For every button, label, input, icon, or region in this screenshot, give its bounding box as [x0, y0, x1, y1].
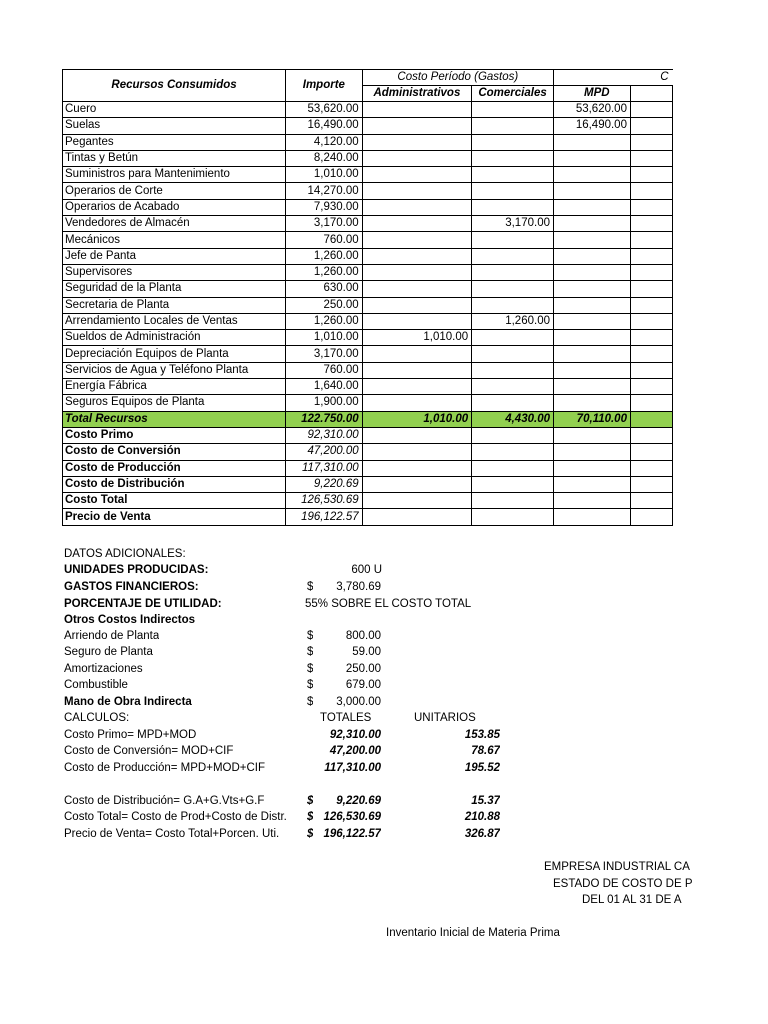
table-row: [63, 248, 673, 264]
row-importe: 4,120.00: [286, 134, 363, 150]
summary-blank: [553, 476, 630, 492]
summary-label: Costo de Producción: [63, 460, 286, 476]
row-administrativos: [362, 118, 471, 134]
header-mpd: MPD: [553, 86, 630, 102]
row-blank: [630, 297, 672, 313]
row-blank: [630, 395, 672, 411]
row-mpd: [553, 167, 630, 183]
header-comerciales: Comerciales: [472, 86, 554, 102]
summary-blank: [553, 444, 630, 460]
row-blank: [630, 150, 672, 166]
row-administrativos: [362, 395, 471, 411]
calculo-total: 9,220.69: [336, 795, 381, 807]
summary-blank: [362, 427, 471, 443]
calculo-unitario: 195.52: [464, 761, 500, 774]
table-row: [63, 118, 673, 134]
calculo-unitario: 153.85: [464, 729, 500, 741]
summary-blank: [362, 476, 471, 492]
summary-blank: [553, 427, 630, 443]
row-blank: [630, 199, 672, 215]
header-blank: [630, 86, 672, 102]
row-importe: 760.00: [286, 232, 363, 248]
row-comerciales: [472, 118, 554, 134]
summary-blank: [553, 493, 630, 509]
header-next-group: C: [553, 70, 672, 86]
row-administrativos: [362, 167, 471, 183]
row-comerciales: [472, 297, 554, 313]
row-mpd: [553, 313, 630, 329]
row-label: Arrendamiento Locales de Ventas: [63, 313, 286, 329]
summary-blank: [630, 476, 672, 492]
calculo-label: Costo Primo= MPD+MOD: [64, 729, 197, 741]
summary-value: 196,122.57: [286, 509, 363, 525]
summary-blank: [472, 493, 554, 509]
totales-header: TOTALES: [320, 712, 372, 724]
calculo-currency: $: [307, 811, 314, 824]
gastos-currency: $: [307, 581, 314, 593]
row-blank: [630, 248, 672, 264]
row-blank: [630, 134, 672, 150]
row-administrativos: [362, 150, 471, 166]
table-row: [63, 281, 673, 297]
row-mpd: [553, 150, 630, 166]
otros-costo-label: Arriendo de Planta: [64, 630, 160, 642]
row-label: Vendedores de Almacén: [63, 216, 286, 232]
row-label: Sueldos de Administración: [63, 330, 286, 346]
header-costo-periodo: Costo Período (Gastos): [362, 70, 553, 86]
row-importe: 1,640.00: [286, 379, 363, 395]
row-blank: [630, 362, 672, 378]
otros-costo-label: Seguro de Planta: [64, 646, 153, 659]
header-administrativos: Administrativos: [362, 86, 471, 102]
row-importe: 8,240.00: [286, 150, 363, 166]
row-administrativos: [362, 281, 471, 297]
summary-blank: [472, 427, 554, 443]
header-importe: Importe: [286, 70, 363, 102]
row-label: Mecánicos: [63, 232, 286, 248]
calculo-total: 196,122.57: [323, 827, 381, 840]
row-blank: [630, 264, 672, 280]
table-row: [63, 313, 673, 329]
empresa-title: EMPRESA INDUSTRIAL CA: [544, 861, 690, 873]
otros-costo-label: Amortizaciones: [64, 662, 143, 675]
row-label: Seguridad de la Planta: [63, 281, 286, 297]
summary-label: Costo de Conversión: [63, 444, 286, 460]
summary-label: Costo Total: [63, 493, 286, 509]
row-label: Operarios de Acabado: [63, 199, 286, 215]
row-mpd: [553, 297, 630, 313]
otros-costo-currency: $: [307, 679, 314, 692]
calculo-currency: $: [307, 795, 314, 807]
row-blank: [630, 118, 672, 134]
summary-label: Precio de Venta: [63, 509, 286, 525]
row-comerciales: [472, 232, 554, 248]
row-administrativos: [362, 313, 471, 329]
total-administrativos: 1,010.00: [362, 411, 471, 427]
unidades-value: 600 U: [351, 564, 382, 576]
unidades-label: UNIDADES PRODUCIDAS:: [64, 564, 209, 576]
table-row: [63, 297, 673, 313]
row-administrativos: [362, 346, 471, 362]
row-blank: [630, 313, 672, 329]
row-comerciales: [472, 362, 554, 378]
summary-blank: [630, 427, 672, 443]
row-comerciales: [472, 281, 554, 297]
calculo-unitario: 326.87: [464, 827, 500, 840]
table-row: [63, 395, 673, 411]
table-row: [63, 199, 673, 215]
table-row: [63, 362, 673, 378]
row-administrativos: 1,010.00: [362, 330, 471, 346]
calculos-title: CALCULOS:: [64, 712, 130, 724]
row-administrativos: [362, 264, 471, 280]
row-importe: 16,490.00: [286, 118, 363, 134]
summary-value: 92,310.00: [286, 427, 363, 443]
summary-blank: [630, 460, 672, 476]
row-importe: 3,170.00: [286, 216, 363, 232]
row-importe: 1,260.00: [286, 248, 363, 264]
estado-title: ESTADO DE COSTO DE P: [553, 878, 693, 890]
otros-costo-value: 59.00: [352, 646, 381, 659]
table-row: [63, 167, 673, 183]
table-row: [63, 264, 673, 280]
row-comerciales: [472, 183, 554, 199]
row-administrativos: [362, 362, 471, 378]
gastos-financieros-label: GASTOS FINANCIEROS:: [64, 581, 199, 593]
row-label: Suelas: [63, 118, 286, 134]
otros-costo-value: 250.00: [345, 662, 381, 675]
summary-blank: [553, 509, 630, 525]
row-administrativos: [362, 199, 471, 215]
calculo-label: Precio de Venta= Costo Total+Porcen. Uti.: [64, 827, 280, 840]
total-comerciales: 4,430.00: [472, 411, 554, 427]
table-row: [63, 216, 673, 232]
table-header-row-1: [63, 70, 673, 86]
row-importe: 53,620.00: [286, 102, 363, 118]
row-label: Seguros Equipos de Planta: [63, 395, 286, 411]
summary-row: [63, 509, 673, 525]
row-administrativos: [362, 297, 471, 313]
row-importe: 1,900.00: [286, 395, 363, 411]
calculo-label: Costo de Distribución= G.A+G.Vts+G.F: [64, 795, 265, 807]
summary-row: [63, 444, 673, 460]
row-comerciales: 1,260.00: [472, 313, 554, 329]
row-blank: [630, 102, 672, 118]
row-importe: 250.00: [286, 297, 363, 313]
row-label: Pegantes: [63, 134, 286, 150]
row-blank: [630, 232, 672, 248]
header-recursos: Recursos Consumidos: [63, 70, 286, 102]
calculo-unitario: 78.67: [471, 745, 500, 758]
summary-value: 9,220.69: [286, 476, 363, 492]
cost-table: [62, 69, 673, 526]
datos-title: DATOS ADICIONALES:: [64, 548, 186, 560]
row-blank: [630, 330, 672, 346]
row-comerciales: [472, 346, 554, 362]
otros-costo-currency: $: [307, 662, 314, 675]
row-importe: 1,260.00: [286, 313, 363, 329]
row-administrativos: [362, 102, 471, 118]
mano-obra-label: Mano de Obra Indirecta: [64, 696, 192, 708]
otros-costo-value: 679.00: [345, 679, 381, 692]
utilidad-label: PORCENTAJE DE UTILIDAD:: [64, 598, 222, 610]
summary-row: [63, 493, 673, 509]
summary-row: [63, 460, 673, 476]
row-administrativos: [362, 134, 471, 150]
row-comerciales: [472, 199, 554, 215]
summary-blank: [472, 476, 554, 492]
row-mpd: [553, 346, 630, 362]
row-administrativos: [362, 248, 471, 264]
row-mpd: [553, 379, 630, 395]
summary-value: 117,310.00: [286, 460, 363, 476]
row-label: Depreciación Equipos de Planta: [63, 346, 286, 362]
row-importe: 3,170.00: [286, 346, 363, 362]
row-mpd: [553, 232, 630, 248]
calculo-total: 117,310.00: [324, 761, 381, 774]
row-blank: [630, 379, 672, 395]
row-administrativos: [362, 216, 471, 232]
unitarios-header: UNITARIOS: [414, 712, 476, 724]
mano-obra-currency: $: [307, 696, 314, 708]
calculo-label: Costo de Conversión= MOD+CIF: [64, 745, 234, 758]
cost-table-viewport: [0, 0, 673, 540]
row-mpd: [553, 216, 630, 232]
row-comerciales: [472, 134, 554, 150]
row-comerciales: [472, 167, 554, 183]
summary-blank: [553, 460, 630, 476]
calculo-unitario: 15.37: [471, 795, 500, 807]
mano-obra-value: 3,000.00: [336, 696, 381, 708]
row-mpd: 53,620.00: [553, 102, 630, 118]
summary-label: Costo Primo: [63, 427, 286, 443]
row-importe: 1,010.00: [286, 167, 363, 183]
otros-costo-value: 800.00: [345, 630, 381, 642]
calculo-unitario: 210.88: [464, 811, 500, 824]
row-blank: [630, 183, 672, 199]
table-row: [63, 379, 673, 395]
row-importe: 1,010.00: [286, 330, 363, 346]
row-blank: [630, 216, 672, 232]
row-label: Suministros para Mantenimiento: [63, 167, 286, 183]
summary-blank: [472, 460, 554, 476]
row-comerciales: 3,170.00: [472, 216, 554, 232]
summary-blank: [630, 444, 672, 460]
table-row: [63, 346, 673, 362]
summary-blank: [472, 444, 554, 460]
row-label: Jefe de Panta: [63, 248, 286, 264]
row-mpd: [553, 362, 630, 378]
row-administrativos: [362, 379, 471, 395]
row-blank: [630, 167, 672, 183]
row-importe: 14,270.00: [286, 183, 363, 199]
otros-costos-label: Otros Costos Indirectos: [64, 614, 195, 626]
summary-row: [63, 476, 673, 492]
row-blank: [630, 346, 672, 362]
table-row: [63, 134, 673, 150]
row-mpd: [553, 281, 630, 297]
total-blank: [630, 411, 672, 427]
row-comerciales: [472, 102, 554, 118]
calculo-label: Costo de Producción= MPD+MOD+CIF: [64, 761, 266, 774]
row-label: Cuero: [63, 102, 286, 118]
row-importe: 7,930.00: [286, 199, 363, 215]
row-mpd: [553, 264, 630, 280]
row-comerciales: [472, 379, 554, 395]
summary-blank: [630, 509, 672, 525]
row-mpd: [553, 248, 630, 264]
calculo-total: 126,530.69: [323, 811, 381, 824]
table-row: [63, 102, 673, 118]
row-administrativos: [362, 232, 471, 248]
calculo-label: Costo Total= Costo de Prod+Costo de Distr.: [64, 811, 287, 824]
row-comerciales: [472, 264, 554, 280]
summary-blank: [362, 460, 471, 476]
summary-blank: [362, 493, 471, 509]
row-importe: 1,260.00: [286, 264, 363, 280]
table-row: [63, 183, 673, 199]
row-administrativos: [362, 183, 471, 199]
table-row: [63, 232, 673, 248]
summary-value: 47,200.00: [286, 444, 363, 460]
row-mpd: [553, 330, 630, 346]
row-label: Operarios de Corte: [63, 183, 286, 199]
row-comerciales: [472, 248, 554, 264]
total-label: Total Recursos: [63, 411, 286, 427]
total-row: [63, 411, 673, 427]
summary-blank: [472, 509, 554, 525]
row-mpd: [553, 199, 630, 215]
total-mpd: 70,110.00: [553, 411, 630, 427]
row-comerciales: [472, 330, 554, 346]
row-label: Secretaria de Planta: [63, 297, 286, 313]
summary-label: Costo de Distribución: [63, 476, 286, 492]
periodo-title: DEL 01 AL 31 DE A: [582, 894, 682, 906]
row-importe: 760.00: [286, 362, 363, 378]
row-label: Energía Fábrica: [63, 379, 286, 395]
otros-costo-label: Combustible: [64, 679, 128, 692]
row-label: Tintas y Betún: [63, 150, 286, 166]
calculo-currency: $: [307, 827, 314, 840]
row-comerciales: [472, 395, 554, 411]
utilidad-value: 55% SOBRE EL COSTO TOTAL: [305, 598, 472, 610]
total-importe: 122.750.00: [286, 411, 363, 427]
row-importe: 630.00: [286, 281, 363, 297]
table-row: [63, 330, 673, 346]
summary-blank: [630, 493, 672, 509]
otros-costo-currency: $: [307, 630, 314, 642]
summary-blank: [362, 444, 471, 460]
gastos-financieros-value: 3,780.69: [336, 581, 381, 593]
summary-value: 126,530.69: [286, 493, 363, 509]
calculo-total: 47,200.00: [329, 745, 381, 758]
row-mpd: [553, 134, 630, 150]
inventario-label: Inventario Inicial de Materia Prima: [386, 927, 560, 939]
calculo-total: 92,310.00: [329, 729, 381, 741]
row-mpd: [553, 395, 630, 411]
row-comerciales: [472, 150, 554, 166]
row-mpd: 16,490.00: [553, 118, 630, 134]
otros-costo-currency: $: [307, 646, 314, 659]
summary-blank: [362, 509, 471, 525]
row-label: Supervisores: [63, 264, 286, 280]
table-row: [63, 150, 673, 166]
row-blank: [630, 281, 672, 297]
row-mpd: [553, 183, 630, 199]
row-label: Servicios de Agua y Teléfono Planta: [63, 362, 286, 378]
summary-row: [63, 427, 673, 443]
